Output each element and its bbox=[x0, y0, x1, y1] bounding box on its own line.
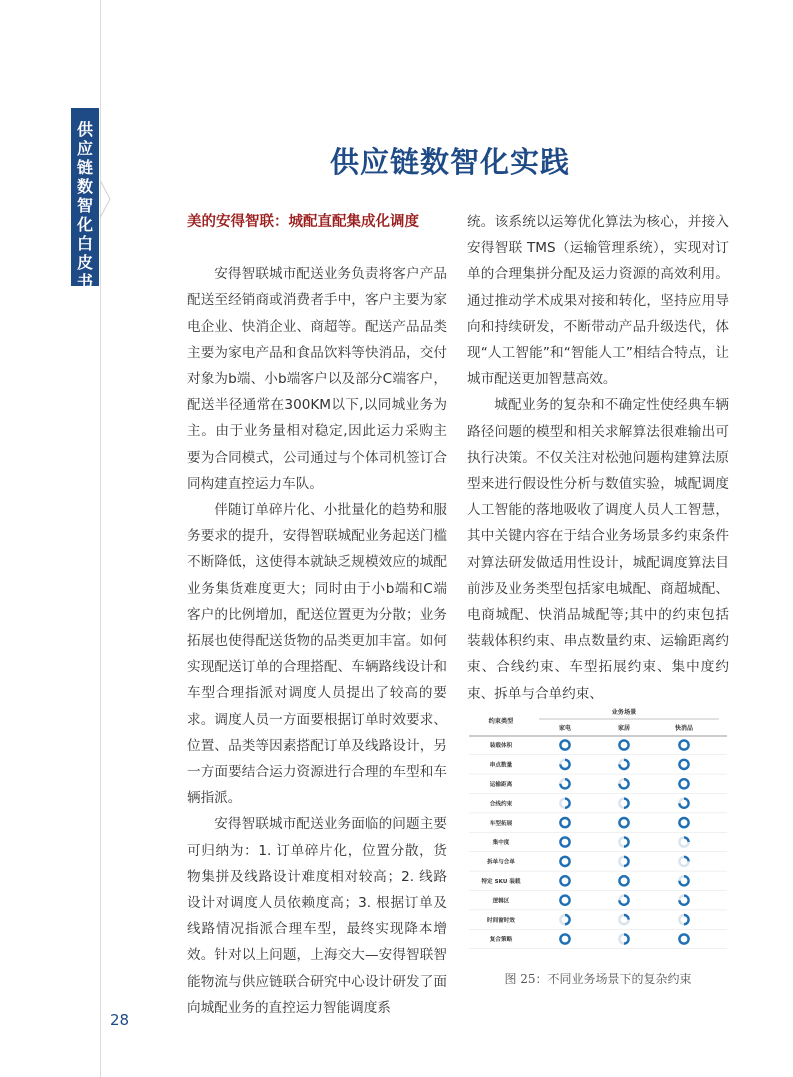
table-row-label: 特定 SKU 装载 bbox=[481, 879, 521, 885]
side-tab-char: 供 bbox=[76, 120, 93, 139]
table-header-group: 业务场景 bbox=[611, 709, 637, 716]
table-row-label: 装载体积 bbox=[489, 743, 513, 750]
ring-full-icon bbox=[560, 876, 569, 885]
table-row-label: 逻辑区 bbox=[492, 898, 510, 905]
table-row-label: 时间窗时效 bbox=[487, 917, 515, 924]
side-tab-char: 书 bbox=[76, 272, 93, 291]
table-row-label: 拆单与合单 bbox=[487, 859, 515, 866]
ring-full-icon bbox=[679, 818, 688, 827]
side-tab-notch-icon bbox=[100, 180, 112, 218]
page-number: 28 bbox=[110, 1011, 130, 1029]
ring-partial-icon bbox=[624, 934, 629, 943]
ring-full-icon bbox=[560, 857, 569, 866]
ring-full-icon bbox=[679, 740, 688, 749]
paragraph: 统。该系统以运筹优化算法为核心，并接入安得智联 TMS（运输管理系统），实现对订单的合理集拼分配及运力资源的高效利用。通过推动学术成果对接和转化，坚持应用导向和持续研发，不断带动产品升级迭代，体现“人工智能”和“智能人工”相结合特点，让城市配送更加智慧高效。 bbox=[467, 214, 729, 388]
paragraph: 安得智联城市配送业务面临的问题主要可归纳为：1. 订单碎片化，位置分散，货物集拼及线路设计难度相对较高；2. 线路设计对调度人员依赖度高；3. 根据订单及线路情况指派合理车型，最终实现降本增效。针对以上问题，上海交大—安得智联智能物流与供应链联合研究中心设计研发了面向城配业务的直控运力智能调度系 bbox=[187, 816, 447, 1016]
section-heading: 美的安得智联：城配直配集成化调度 bbox=[187, 214, 419, 230]
chapter-side-tab-text bbox=[71, 120, 99, 291]
ring-full-icon bbox=[560, 896, 569, 905]
left-column bbox=[187, 209, 447, 1021]
table-row-label: 运输距离 bbox=[489, 782, 513, 788]
side-tab-char: 白 bbox=[76, 234, 93, 253]
ring-full-icon bbox=[679, 779, 688, 788]
table-column-header: 快消品 bbox=[674, 725, 694, 732]
side-tab-char: 智 bbox=[76, 196, 93, 215]
side-tab-char: 应 bbox=[76, 139, 93, 158]
ring-partial-icon bbox=[684, 915, 689, 924]
chapter-side-tab bbox=[71, 108, 99, 291]
constraint-table-figure bbox=[469, 703, 727, 958]
ring-partial-icon bbox=[624, 857, 629, 866]
table-column-header: 家居 bbox=[617, 725, 631, 732]
ring-full-icon bbox=[560, 934, 569, 943]
paragraph: 安得智联城市配送业务负责将客户产品配送至经销商或消费者手中，客户主要为家电企业、快消企业、商超等。配送产品品类主要为家电产品和食品饮料等快消品，交付对象为b端、小b端客户以及部分C端客户，配送半径通常在300KM以下,以同城业务为主。由于业务量相对稳定,因此运力采购主要为合同模式，公司通过与个体司机签订合同构建直控运力车队。 bbox=[187, 266, 447, 492]
figure-caption: 图 25：不同业务场景下的复杂约束 bbox=[504, 972, 692, 986]
table-row-label: 车型拓展 bbox=[489, 820, 513, 827]
ring-full-icon bbox=[560, 740, 569, 749]
right-column bbox=[467, 209, 729, 707]
ring-full-icon bbox=[679, 934, 688, 943]
table-column-header: 家电 bbox=[558, 725, 572, 732]
table-row-label: 复合策略 bbox=[489, 937, 513, 944]
ring-full-icon bbox=[619, 818, 628, 827]
table-row-label: 串点数量 bbox=[489, 762, 513, 769]
ring-partial-icon bbox=[684, 837, 689, 842]
ring-partial-icon bbox=[624, 915, 629, 920]
ring-full-icon bbox=[619, 740, 628, 749]
paragraph: 伴随订单碎片化、小批量化的趋势和服务要求的提升，安得智联城配业务起送门槛不断降低，这使得本就缺乏规模效应的城配业务集货难度更大；同时由于小b端和C端客户的比例增加，配送位置更为分散；业务拓展也使得配送货物的品类更加丰富。如何实现配送订单的合理搭配、车辆路线设计和车型合理指派对调度人员提出了较高的要求。调度人员一方面要根据订单时效要求、位置、品类等因素搭配订单及线路设计，另一方面要结合运力资源进行合理的车型和车辆指派。 bbox=[187, 502, 447, 807]
paragraph: 城配业务的复杂和不确定性使经典车辆路径问题的模型和相关求解算法很难输出可执行决策。不仅关注对松弛问题构建算法原型来进行假设性分析与数值实验，城配调度人工智能的落地吸收了调度人员人工智慧，其中关键内容在于结合业务场景多约束条件对算法研发做适用性设计，城配调度算法目前涉及业务类型包括家电城配、商超城配、电商城配、快消品城配等;其中的约束包括装载体积约束、串点数量约束、运输距离约束、合线约束、车型拓展约束、集中度约束、拆单与合单约束、 bbox=[467, 397, 729, 702]
ring-partial-icon bbox=[565, 915, 570, 924]
table-row-label: 合线约束 bbox=[489, 801, 513, 808]
page-margin-line bbox=[100, 0, 101, 1077]
side-tab-char: 皮 bbox=[76, 253, 93, 272]
ring-full-icon bbox=[560, 818, 569, 827]
ring-full-icon bbox=[560, 837, 569, 846]
ring-full-icon bbox=[679, 760, 688, 769]
constraint-table bbox=[469, 703, 727, 958]
ring-full-icon bbox=[619, 876, 628, 885]
side-tab-char: 化 bbox=[76, 215, 93, 234]
ring-partial-icon bbox=[684, 857, 689, 862]
table-row-label: 集中度 bbox=[492, 840, 510, 847]
ring-partial-icon bbox=[624, 837, 629, 846]
side-tab-char: 数 bbox=[76, 177, 93, 196]
page-title: 供应链数智化实践 bbox=[329, 145, 570, 179]
table-header-constraint: 约束类型 bbox=[488, 718, 514, 725]
ring-partial-icon bbox=[624, 799, 629, 808]
side-tab-char: 链 bbox=[76, 158, 93, 177]
ring-partial-icon bbox=[565, 799, 570, 808]
